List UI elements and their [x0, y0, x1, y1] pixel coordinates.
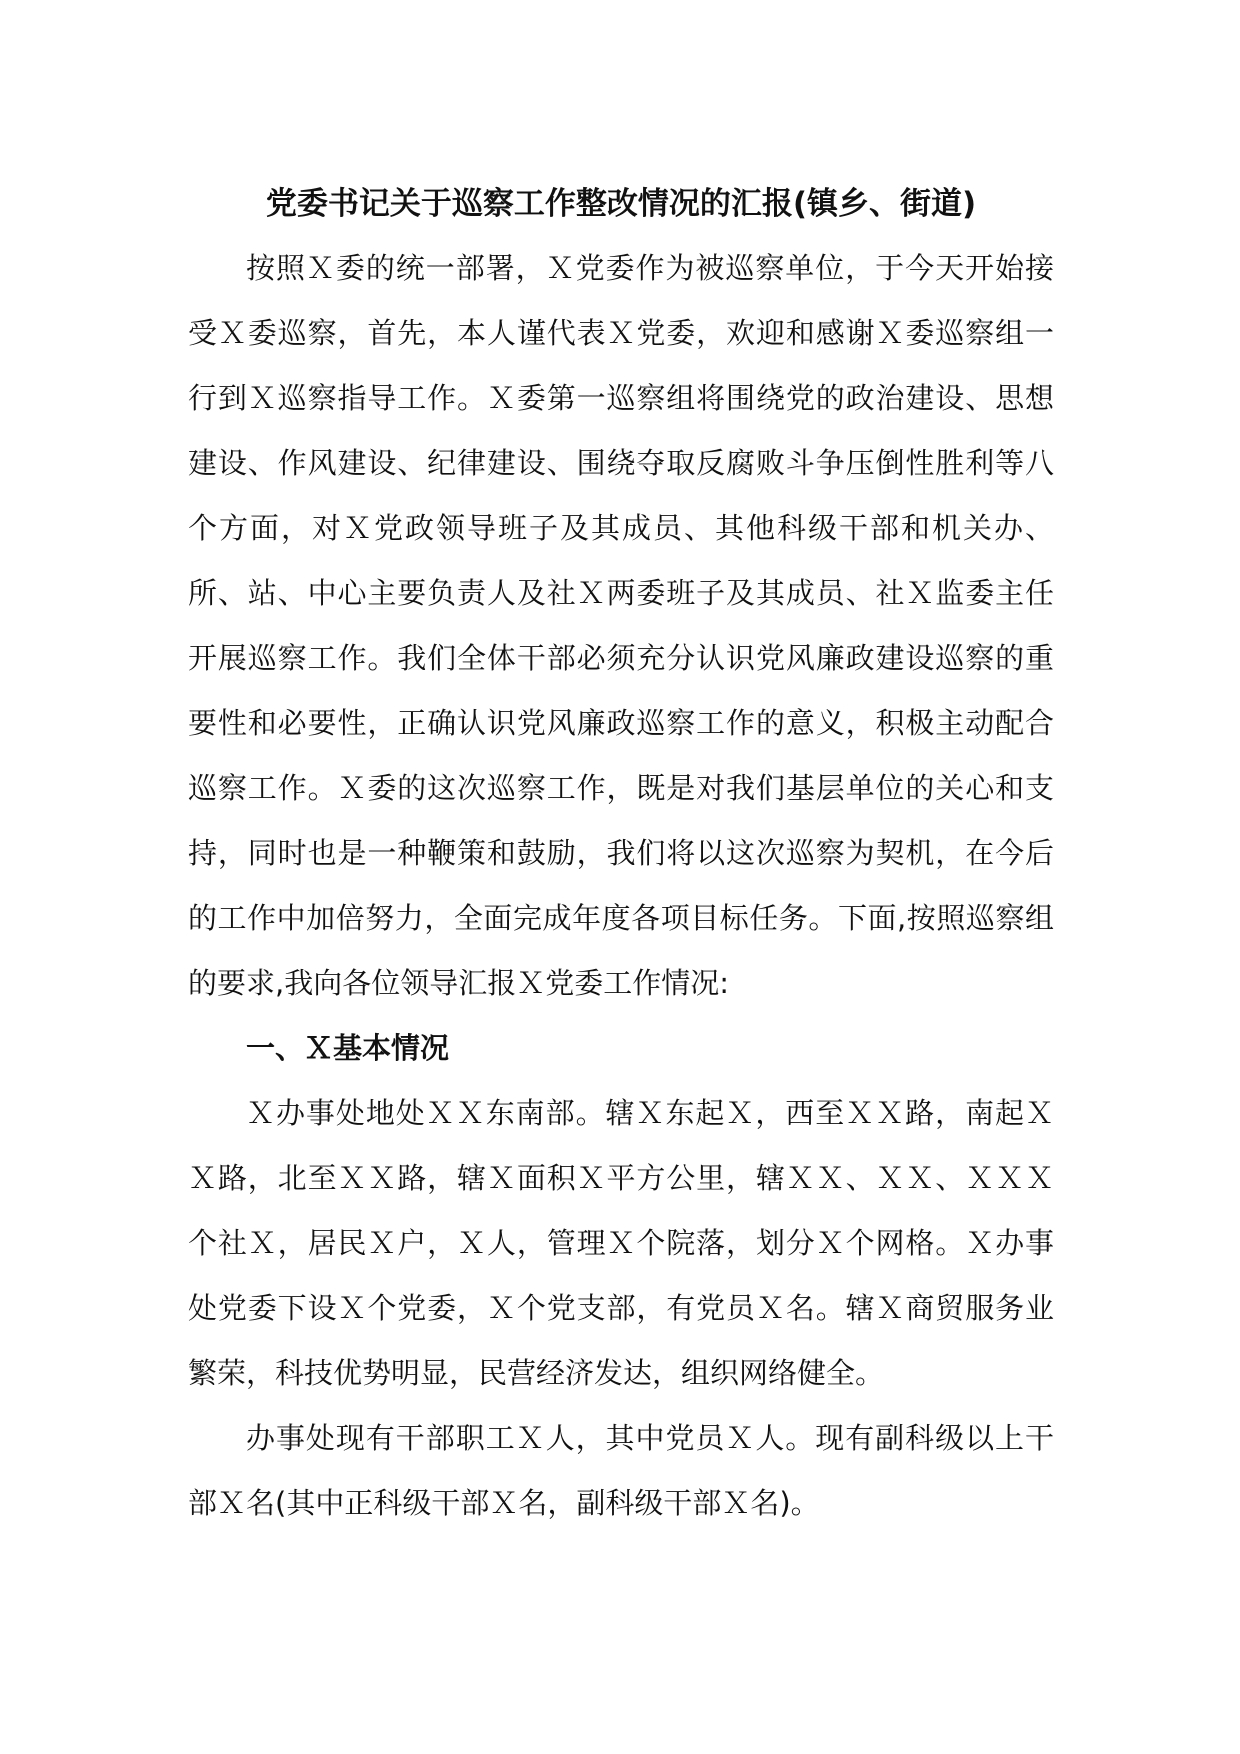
section-paragraph: Ｘ办事处地处ＸＸ东南部。辖Ｘ东起Ｘ，西至ＸＸ路，南起ＸＸ路，北至ＸＸ路，辖Ｘ面积Ｘ平方公里，辖ＸＸ、ＸＸ、ＸＸＸ个社Ｘ，居民Ｘ户，Ｘ人，管理Ｘ个院落，划分Ｘ个网格。Ｘ办事处党委下设Ｘ个党委，Ｘ个党支部，有党员Ｘ名。辖Ｘ商贸服务业繁荣，科技优势明显，民营经济发达，组织网络健全。 — [188, 1096, 1054, 1390]
section-paragraph: 办事处现有干部职工Ｘ人，其中党员Ｘ人。现有副科级以上干部Ｘ名(其中正科级干部Ｘ名，副科级干部Ｘ名)。 — [188, 1421, 1054, 1520]
section-heading-basic-info: 一、Ｘ基本情况 — [246, 1031, 450, 1065]
document-body — [188, 172, 1054, 1536]
intro-paragraph: 按照Ｘ委的统一部署，Ｘ党委作为被巡察单位，于今天开始接受Ｘ委巡察，首先，本人谨代表Ｘ党委，欢迎和感谢Ｘ委巡察组一行到Ｘ巡察指导工作。Ｘ委第一巡察组将围绕党的政治建设、思想建设、作风建设、纪律建设、围绕夺取反腐败斗争压倒性胜利等八个方面，对Ｘ党政领导班子及其成员、其他科级干部和机关办、所、站、中心主要负责人及社Ｘ两委班子及其成员、社Ｘ监委主任开展巡察工作。我们全体干部必须充分认识党风廉政建设巡察的重要性和必要性，正确认识党风廉政巡察工作的意义，积极主动配合巡察工作。Ｘ委的这次巡察工作，既是对我们基层单位的关心和支持，同时也是一种鞭策和鼓励，我们将以这次巡察为契机，在今后的工作中加倍努力，全面完成年度各项目标任务。下面,按照巡察组的要求,我向各位领导汇报Ｘ党委工作情况: — [188, 251, 1054, 1000]
document-title: 党委书记关于巡察工作整改情况的汇报(镇乡、街道) — [265, 186, 977, 222]
